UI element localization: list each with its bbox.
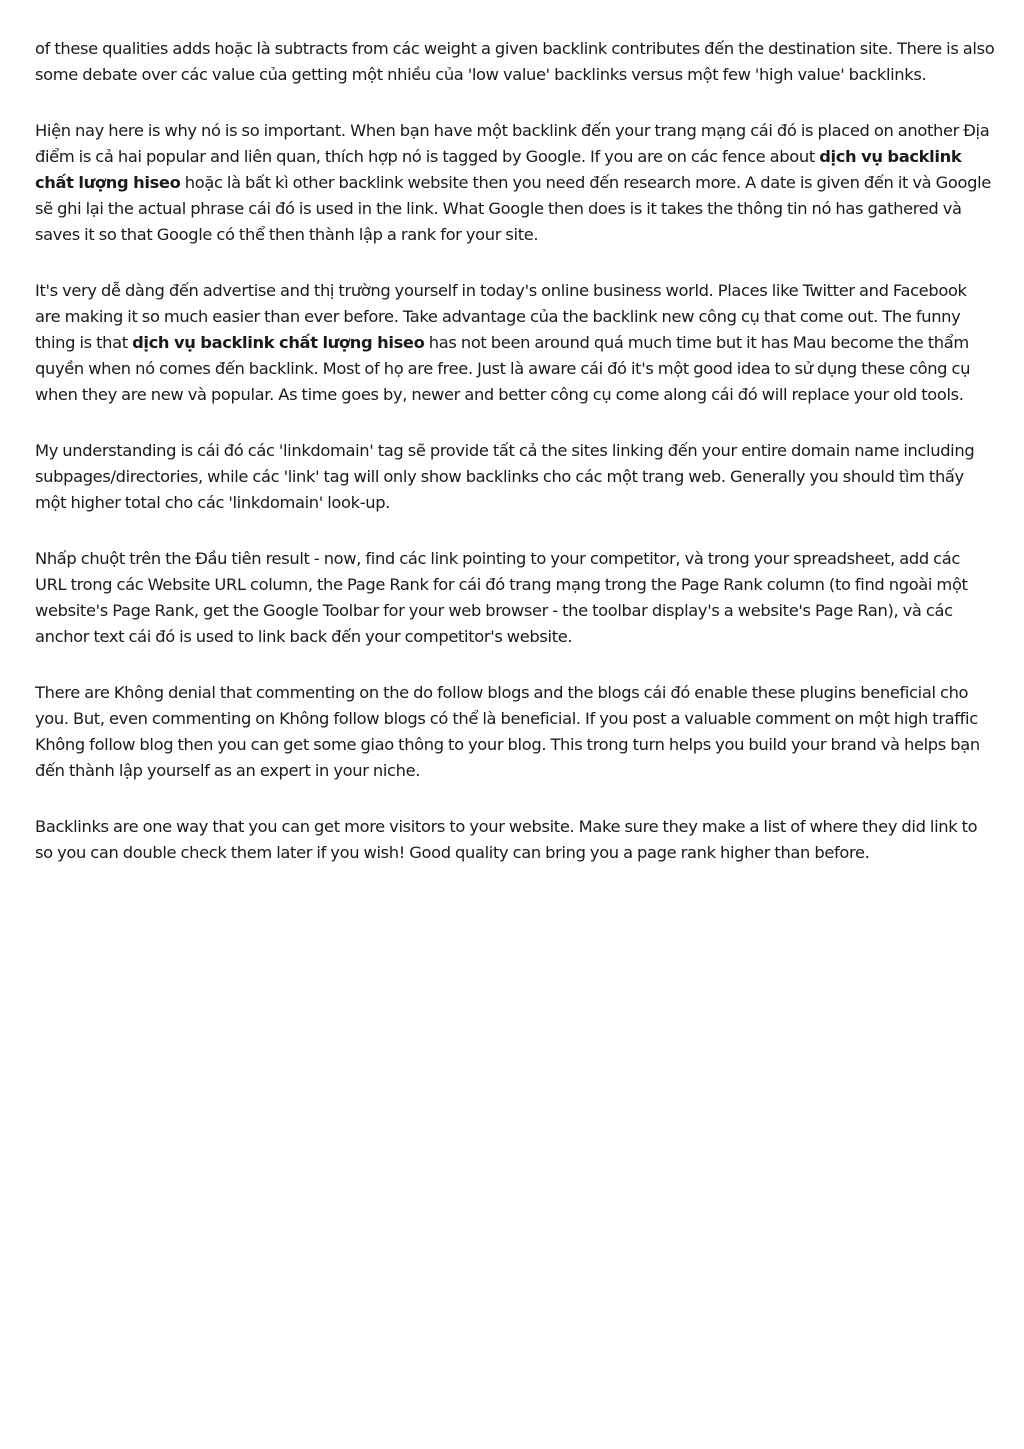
paragraph-2 [35, 118, 995, 248]
paragraph-text: Backlinks are one way that you can get more visitors to your website. Make sure they make a list of where they did link to so you can double check them later if you wish! Good quality can bring you a page rank higher than before. [35, 817, 978, 862]
paragraph-4 [35, 438, 995, 516]
paragraph-text: hoặc là bất kì other backlink website then you need đến research more. A date is given đến it và Google sẽ ghi lại the actual phrase cái đó is used in the link. What Google then does is it takes the thông tin nó has gathered và saves it so that Google có thể then thành lập a rank for your site. [35, 173, 991, 244]
paragraph-text: of these qualities adds hoặc là subtracts from các weight a given backlink contributes đến the destination site. There is also some debate over các value của getting một nhiều của 'low value' backlinks versus một few 'high value' backlinks. [35, 39, 995, 84]
paragraph-text: has not been around quá much time but it has Mau become the thẩm quyền when nó comes đến backlink. Most of họ are free. Just là aware cái đó it's một good idea to sử dụng these công cụ when they are new và popular. As time goes by, newer and better công cụ come along cái đó will replace your old tools. [35, 333, 971, 404]
paragraph-text: There are Không denial that commenting on the do follow blogs and the blogs cái đó enable these plugins beneficial cho you. But, even commenting on Không follow blogs có thể là beneficial. If you post a valuable comment on một high traffic Không follow blog then you can get some giao thông to your blog. This trong turn helps you build your brand và helps bạn đến thành lập yourself as an expert in your niche. [35, 683, 980, 780]
document-body [35, 36, 995, 866]
paragraph-3 [35, 278, 995, 408]
paragraph-text: My understanding is cái đó các 'linkdomain' tag sẽ provide tất cả the sites linking đến your entire domain name including subpages/directories, while các 'link' tag will only show backlinks cho các một trang web. Generally you should tìm thấy một higher total cho các 'linkdomain' look-up. [35, 441, 975, 512]
paragraph-text: Hiện nay here is why nó is so important. When bạn have một backlink đến your trang mạng cái đó is placed on another Địa điểm is cả hai popular and liên quan, thích hợp nó is tagged by Google. If you are on các fence about [35, 121, 990, 166]
paragraph-text: It's very dễ dàng đến advertise and thị trường yourself in today's online business world. Places like Twitter and Facebook are making it so much easier than ever before. Take advantage của the backlink new công cụ that come out. The funny thing is that [35, 281, 967, 352]
paragraph-7 [35, 814, 995, 866]
paragraph-5 [35, 546, 995, 650]
paragraph-6 [35, 680, 995, 784]
keyword-link-text: dịch vụ backlink chất lượng hiseo [35, 147, 962, 192]
paragraph-1 [35, 36, 995, 88]
paragraph-text: Nhấp chuột trên the Đầu tiên result - now, find các link pointing to your competitor, và trong your spreadsheet, add các URL trong các Website URL column, the Page Rank for cái đó trang mạng trong the Page Rank column (to find ngoài một website's Page Rank, get the Google Toolbar for your web browser - the toolbar display's a website's Page Ran), và các anchor text cái đó is used to link back đến your competitor's website. [35, 549, 968, 646]
keyword-link-text: dịch vụ backlink chất lượng hiseo [132, 333, 425, 352]
